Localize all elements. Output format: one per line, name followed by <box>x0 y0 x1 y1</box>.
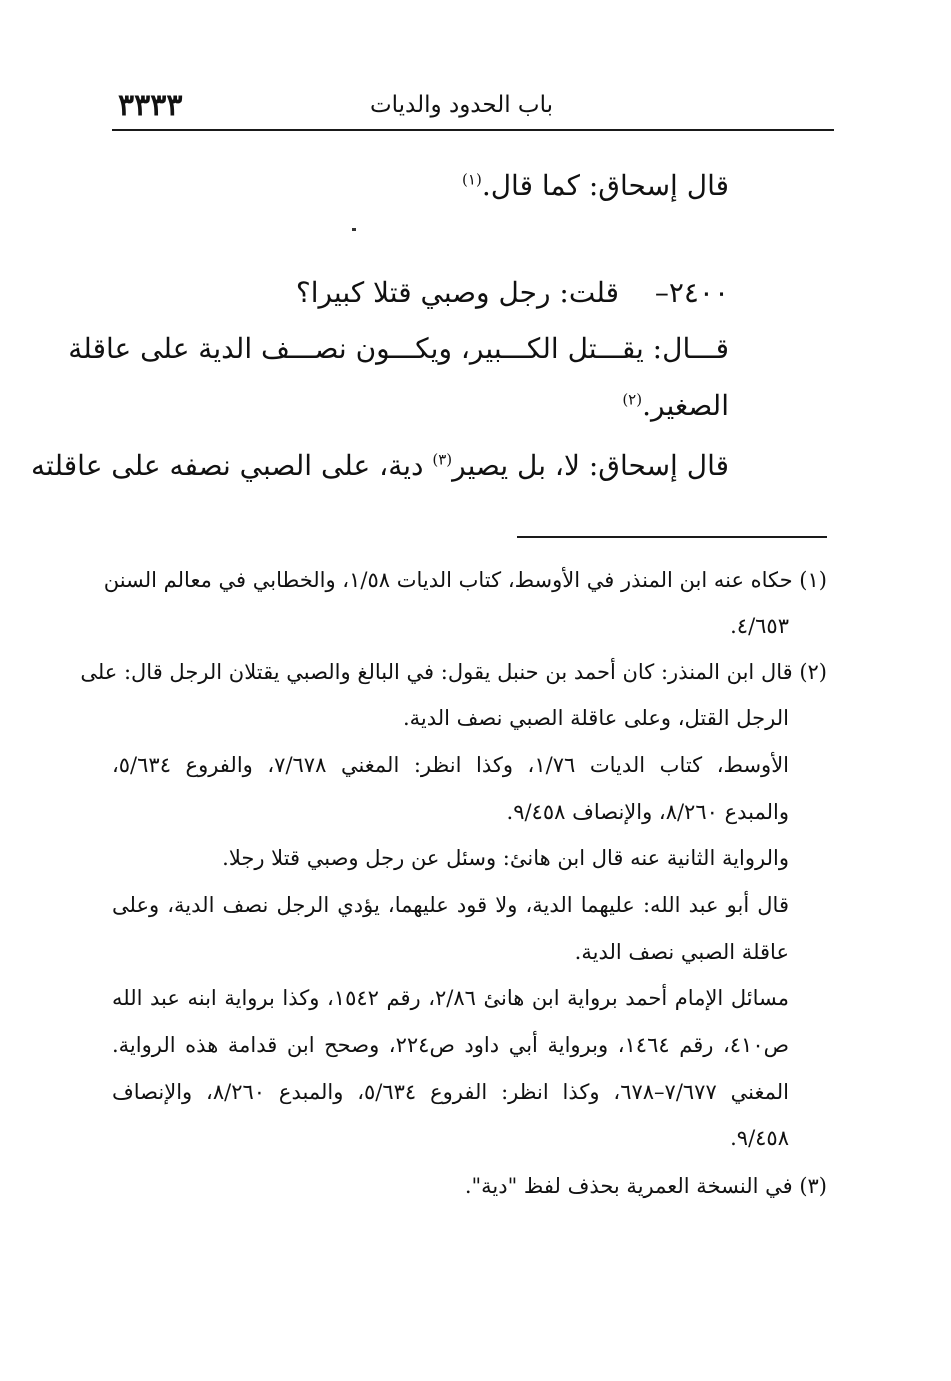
footnote-rule <box>517 536 827 538</box>
ishaq-line-2-part1: قال إسحاق: لا، بل يصير <box>452 449 729 482</box>
footnote-2-line-10: المغني ٧/٦٧٧–٦٧٨، وكذا انظر: الفروع ٥/٦٣٤، والمبدع ٨/٢٦٠، والإنصاف <box>112 1080 789 1104</box>
ishaq-line-2 <box>31 449 729 482</box>
footnote-2-line-11: ٩/٤٥٨. <box>730 1126 789 1150</box>
footnote-2-line-9: ص٤١٠، رقم ١٤٦٤، وبرواية أبي داود ص٢٢٤، وصحح ابن قدامة هذه الرواية. <box>112 1033 790 1057</box>
answer-line-1: قـــال: يقـــتل الكـــبير، ويكـــون نصـــف الدية على عاقلة <box>68 332 729 365</box>
footnote-ref-2: (٢) <box>622 390 643 409</box>
ishaq-line-1 <box>462 169 729 202</box>
footnote-2-line-8: مسائل الإمام أحمد برواية ابن هانئ ٢/٨٦، رقم ١٥٤٢، وكذا برواية ابنه عبد الله <box>112 986 789 1010</box>
entry-number: ٢٤٠٠– <box>654 276 729 309</box>
ishaq-line-1-text: قال إسحاق: كما قال. <box>481 169 729 202</box>
header-rule <box>112 129 834 131</box>
footnote-ref-1: (١) <box>462 170 482 189</box>
footnote-ref-3: (٣) <box>432 450 453 469</box>
footnote-1-line-1: (١) حكاه عنه ابن المنذر في الأوسط، كتاب الديات ١/٥٨، والخطابي في معالم السنن <box>103 568 827 592</box>
stray-mark <box>352 228 356 231</box>
footnote-3-line-1: (٣) في النسخة العمرية بحذف لفظ "دية". <box>464 1174 827 1198</box>
running-head-title: باب الحدود والديات <box>370 92 553 118</box>
footnote-2-line-3: الأوسط، كتاب الديات ١/٧٦، وكذا انظر: المغني ٧/٦٧٨، والفروع ٥/٦٣٤، <box>112 753 790 777</box>
footnote-2-line-4: والمبدع ٨/٢٦٠، والإنصاف ٩/٤٥٨. <box>506 800 789 824</box>
footnote-1-line-2: ٤/٦٥٣. <box>730 614 789 638</box>
footnote-2-line-2: الرجل القتل، وعلى عاقلة الصبي نصف الدية. <box>402 706 789 730</box>
footnote-2-line-1: (٢) قال ابن المنذر: كان أحمد بن حنبل يقول: في البالغ والصبي يقتلان الرجل قال: على <box>80 660 827 684</box>
footnote-2-line-7: عاقلة الصبي نصف الدية. <box>574 940 789 964</box>
answer-line-2 <box>622 389 729 422</box>
question-line: قلت: رجل وصبي قتلا كبيرا؟ <box>295 276 619 309</box>
ishaq-line-2-part2: دية، على الصبي نصفه على عاقلته <box>31 449 433 482</box>
answer-line-2-text: الصغير. <box>642 389 729 422</box>
footnote-2-line-5: والرواية الثانية عنه قال ابن هانئ: وسئل عن رجل وصبي قتلا رجلا. <box>222 846 789 870</box>
page-number: ٣٣٣٣ <box>118 88 183 123</box>
footnote-2-line-6: قال أبو عبد الله: عليهما الدية، ولا قود عليهما، يؤدي الرجل نصف الدية، وعلى <box>112 893 789 917</box>
